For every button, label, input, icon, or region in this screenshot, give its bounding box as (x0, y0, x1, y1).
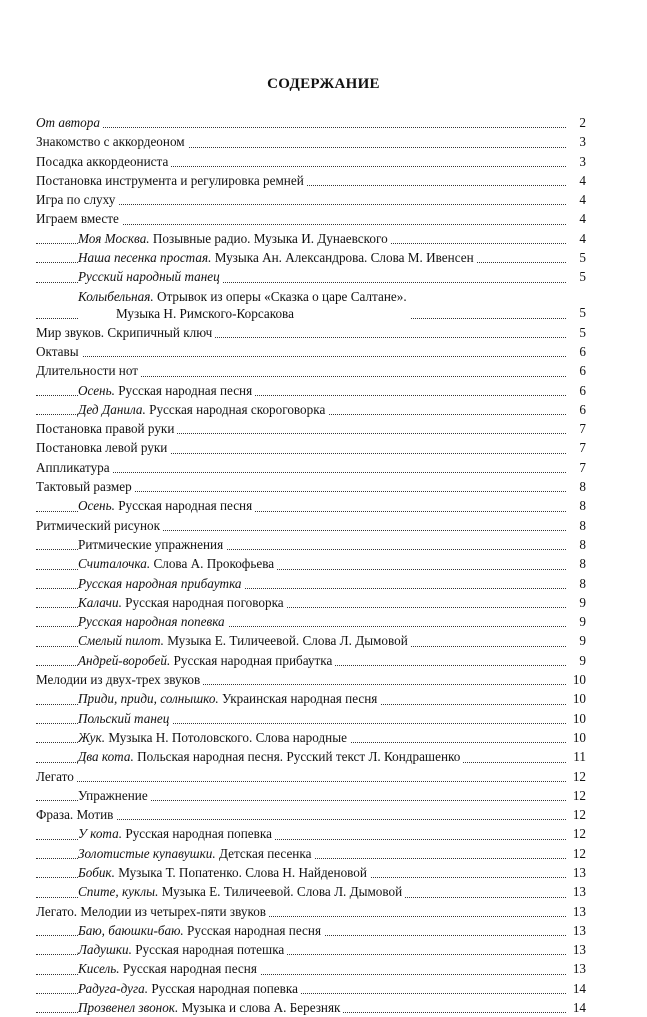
toc-entry (36, 323, 586, 342)
toc-entry (36, 400, 586, 419)
toc-entry (36, 863, 586, 882)
toc-entry-text: Октавы (36, 343, 79, 359)
toc-entry-title (36, 419, 177, 438)
toc-entry-italic: Два кота. (78, 749, 134, 765)
toc-page-number: 3 (570, 132, 586, 151)
toc-page-number: 9 (570, 651, 586, 670)
toc-entry-text: Русская народная песня (114, 498, 253, 514)
toc-entry-text: Ритмические упражнения (78, 536, 224, 552)
toc-entry-title (78, 288, 410, 323)
toc-entry (36, 805, 586, 824)
toc-page-number: 13 (570, 940, 586, 959)
toc-entry (36, 209, 586, 228)
toc-entry-text: Отрывок из оперы «Сказка о царе Салтане». (153, 288, 407, 304)
toc-entry (36, 651, 586, 670)
toc-entry-title (36, 190, 118, 209)
toc-entry-title (36, 361, 141, 380)
toc-entry (36, 921, 586, 940)
toc-page-number: 6 (570, 400, 586, 419)
toc-page-number: 12 (570, 805, 586, 824)
toc-entry (36, 786, 586, 805)
toc-entry-text: Играем вместе (36, 211, 119, 227)
toc-page-number: 13 (570, 959, 586, 978)
toc-entry (36, 631, 586, 650)
toc-entry-title (36, 323, 215, 342)
toc-entry-title (36, 477, 135, 496)
toc-entry-title (36, 767, 77, 786)
toc-entry (36, 767, 586, 786)
toc-entry-text: Постановка правой руки (36, 421, 175, 437)
toc-entry-italic: Жук. (78, 729, 106, 745)
toc-page-number: 10 (570, 728, 586, 747)
toc-entry-text: Мир звуков. Скрипичный ключ (36, 324, 213, 340)
toc-entry-title (36, 171, 307, 190)
toc-entry (36, 477, 586, 496)
toc-page-number: 10 (570, 709, 586, 728)
toc-entry (36, 438, 586, 457)
toc-entry (36, 670, 586, 689)
toc-entry-title (78, 728, 350, 747)
toc-entry-italic: Радуга-дуга. (78, 980, 149, 996)
toc-entry (36, 113, 586, 132)
toc-page-number: 5 (570, 323, 586, 342)
toc-entry-title (78, 593, 287, 612)
toc-entry-title (78, 979, 301, 998)
toc-entry-title (78, 824, 275, 843)
table-of-contents (36, 113, 586, 1017)
toc-page-number: 12 (570, 844, 586, 863)
toc-page-number: 14 (570, 979, 586, 998)
toc-page-number: 6 (570, 342, 586, 361)
toc-entry-text: Русская народная поговорка (121, 594, 284, 610)
toc-entry-italic: Смелый пилот. (78, 633, 164, 649)
toc-entry-italic: Наша песенка простая. (78, 250, 212, 266)
toc-entry (36, 979, 586, 998)
toc-page-number: 13 (570, 882, 586, 901)
toc-entry-text: Музыка Е. Тиличеевой. Слова Л. Дымовой (158, 884, 403, 900)
toc-entry-title (78, 689, 380, 708)
toc-entry (36, 229, 586, 248)
toc-entry (36, 496, 586, 515)
dot-leader (36, 781, 566, 782)
toc-entry-italic: Польский танец (78, 710, 170, 726)
toc-entry-text: Игра по слуху (36, 192, 116, 208)
toc-entry (36, 844, 586, 863)
toc-entry-title (78, 940, 287, 959)
toc-entry (36, 940, 586, 959)
toc-entry (36, 190, 586, 209)
toc-page-number: 6 (570, 361, 586, 380)
toc-entry-text: Музыка Т. Попатенко. Слова Н. Найденовой (114, 864, 367, 880)
toc-entry-title (78, 959, 260, 978)
toc-entry (36, 593, 586, 612)
toc-entry (36, 689, 586, 708)
toc-entry-italic: Колыбельная. (78, 288, 154, 304)
toc-page-number: 8 (570, 574, 586, 593)
toc-page-number: 14 (570, 998, 586, 1017)
toc-page-number: 4 (570, 190, 586, 209)
dot-leader (36, 356, 566, 357)
toc-page-number: 10 (570, 670, 586, 689)
toc-page-number: 12 (570, 786, 586, 805)
toc-entry-text: Русская народная песня (183, 922, 322, 938)
toc-entry-title (78, 863, 370, 882)
toc-entry-italic: Кисель. (78, 961, 120, 977)
toc-entry-text: Позывные радио. Музыка И. Дунаевского (149, 230, 388, 246)
toc-page-number: 9 (570, 631, 586, 650)
toc-page-number: 10 (570, 689, 586, 708)
toc-entry-title (36, 670, 203, 689)
toc-entry-title (78, 535, 226, 554)
toc-entry (36, 516, 586, 535)
toc-entry (36, 824, 586, 843)
toc-entry (36, 998, 586, 1017)
toc-entry-italic: Золотистые купавушки. (78, 845, 216, 861)
toc-entry-text-cont: Музыка Н. Римского-Корсакова (116, 306, 294, 322)
toc-entry-text: Постановка левой руки (36, 440, 168, 456)
toc-page-number: 2 (570, 113, 586, 132)
toc-page-number: 8 (570, 535, 586, 554)
toc-entry-italic: Бобик. (78, 864, 115, 880)
toc-entry-italic: Русская народная попевка (78, 614, 225, 630)
toc-entry-italic: Ладушки. (78, 942, 132, 958)
toc-entry-title (36, 152, 171, 171)
toc-page-number: 4 (570, 171, 586, 190)
toc-entry (36, 342, 586, 361)
toc-entry-text: Постановка инструмента и регулировка ремней (36, 172, 304, 188)
toc-entry-title (78, 612, 228, 631)
toc-page-number: 13 (570, 902, 586, 921)
toc-entry-text: Русская народная скороговорка (145, 401, 326, 417)
toc-page-number: 8 (570, 477, 586, 496)
toc-page-number: 13 (570, 863, 586, 882)
toc-entry (36, 132, 586, 151)
toc-entry-italic: Калачи. (78, 594, 122, 610)
toc-entry-text: Легато. Мелодии из четырех-пяти звуков (36, 903, 267, 919)
toc-page-number: 8 (570, 496, 586, 515)
toc-entry-title (78, 882, 405, 901)
toc-entry-title (36, 458, 113, 477)
toc-entry-title (78, 554, 277, 573)
toc-entry-text: Украинская народная песня (218, 691, 378, 707)
toc-entry-text: Фраза. Мотив (36, 807, 114, 823)
toc-entry-title (36, 516, 163, 535)
toc-entry-italic: У кота. (78, 826, 123, 842)
toc-entry-title (78, 709, 172, 728)
toc-entry-text: Ритмический рисунок (36, 517, 161, 533)
toc-entry-text: Русская народная песня (119, 961, 257, 977)
page-title: СОДЕРЖАНИЕ (267, 76, 380, 92)
toc-entry (36, 152, 586, 171)
toc-entry-title (78, 651, 335, 670)
toc-page-number: 6 (570, 381, 586, 400)
toc-page-number: 9 (570, 612, 586, 631)
toc-entry-title (78, 631, 411, 650)
toc-entry (36, 574, 586, 593)
toc-entry-title (36, 132, 188, 151)
toc-entry-italic: Осень. (78, 382, 115, 398)
toc-entry-text: Знакомство с аккордеоном (36, 134, 185, 150)
toc-entry (36, 419, 586, 438)
toc-page-number: 12 (570, 767, 586, 786)
toc-page-number: 12 (570, 824, 586, 843)
toc-page-number: 7 (570, 458, 586, 477)
toc-page-number: 7 (570, 438, 586, 457)
toc-entry-text: Слова А. Прокофьева (150, 556, 275, 572)
toc-entry (36, 747, 586, 766)
toc-entry-title (78, 747, 463, 766)
toc-entry-italic: Андрей-воробей. (78, 652, 171, 668)
toc-entry (36, 728, 586, 747)
toc-entry-text: Упражнение (78, 787, 148, 803)
toc-entry-text: Аппликатура (36, 459, 110, 475)
toc-entry-italic: Считалочка. (78, 556, 151, 572)
toc-page-number: 3 (570, 152, 586, 171)
toc-entry-italic: Осень. (78, 498, 115, 514)
toc-entry-title (36, 113, 103, 132)
toc-entry-text: Музыка и слова А. Березняк (178, 1000, 341, 1016)
toc-entry-italic: Спите, куклы. (78, 884, 159, 900)
toc-entry-text: Музыка Ан. Александрова. Слова М. Ивенсен (211, 250, 474, 266)
toc-entry-text: Русская народная попевка (148, 980, 298, 996)
toc-entry (36, 171, 586, 190)
toc-entry-title (78, 998, 343, 1017)
toc-entry (36, 267, 586, 286)
toc-entry (36, 287, 586, 323)
toc-entry-title (78, 400, 328, 419)
toc-entry-italic: Моя Москва. (78, 230, 150, 246)
toc-entry-text: Мелодии из двух-трех звуков (36, 672, 201, 688)
toc-page-number: 9 (570, 593, 586, 612)
toc-page-number: 4 (570, 229, 586, 248)
dot-leader (36, 472, 566, 473)
toc-entry-title (78, 248, 477, 267)
toc-entry-title (78, 921, 324, 940)
toc-entry-title (36, 902, 269, 921)
toc-entry-text: Русская народная попевка (122, 826, 272, 842)
toc-entry-title (36, 342, 82, 361)
toc-entry-text: Легато (36, 768, 74, 784)
toc-page-number: 5 (570, 303, 586, 322)
toc-entry (36, 882, 586, 901)
toc-entry-text: Музыка Е. Тиличеевой. Слова Л. Дымовой (163, 633, 408, 649)
toc-entry-text: Длительности нот (36, 363, 139, 379)
toc-entry (36, 381, 586, 400)
toc-entry-italic: Баю, баюшки-баю. (78, 922, 184, 938)
toc-entry (36, 709, 586, 728)
toc-entry (36, 612, 586, 631)
toc-entry (36, 361, 586, 380)
toc-entry-text: Детская песенка (215, 845, 312, 861)
toc-entry (36, 535, 586, 554)
toc-entry-title (36, 805, 116, 824)
toc-entry-text: Тактовый размер (36, 479, 132, 495)
toc-entry-italic: От автора (36, 115, 100, 130)
toc-entry-title (36, 438, 170, 457)
toc-entry (36, 959, 586, 978)
toc-entry-text: Посадка аккордеониста (36, 153, 169, 169)
toc-page-number: 8 (570, 554, 586, 573)
toc-entry-title (78, 496, 255, 515)
toc-page-number: 5 (570, 267, 586, 286)
toc-entry (36, 248, 586, 267)
toc-page-number: 7 (570, 419, 586, 438)
toc-entry-text: Русская народная потешка (131, 942, 285, 958)
toc-entry-italic: Русский народный танец (78, 269, 220, 285)
toc-entry (36, 458, 586, 477)
toc-entry-title (78, 229, 391, 248)
toc-page-number: 4 (570, 209, 586, 228)
toc-entry-title (78, 574, 245, 593)
toc-entry-title (78, 267, 223, 286)
toc-entry-text: Русская народная прибаутка (170, 652, 333, 668)
toc-entry-italic: Приди, приди, солнышко. (78, 691, 219, 707)
toc-entry-text: Польская народная песня. Русский текст Л. Кондрашенко (133, 749, 461, 765)
toc-entry-title (78, 381, 255, 400)
toc-entry-title (78, 786, 151, 805)
toc-entry-italic: Дед Данила. (78, 401, 146, 417)
toc-entry (36, 902, 586, 921)
toc-page-number: 8 (570, 516, 586, 535)
toc-page-number: 5 (570, 248, 586, 267)
toc-entry-text: Русская народная песня (114, 382, 253, 398)
toc-entry-title (36, 209, 122, 228)
toc-entry (36, 554, 586, 573)
toc-entry-title (78, 844, 314, 863)
toc-entry-text: Музыка Н. Потоловского. Слова народные (105, 729, 347, 745)
toc-entry-italic: Прозвенел звонок. (78, 1000, 179, 1016)
toc-page-number: 13 (570, 921, 586, 940)
toc-entry-italic: Русская народная прибаутка (78, 575, 242, 591)
dot-leader (36, 127, 566, 128)
toc-page-number: 11 (570, 747, 586, 766)
